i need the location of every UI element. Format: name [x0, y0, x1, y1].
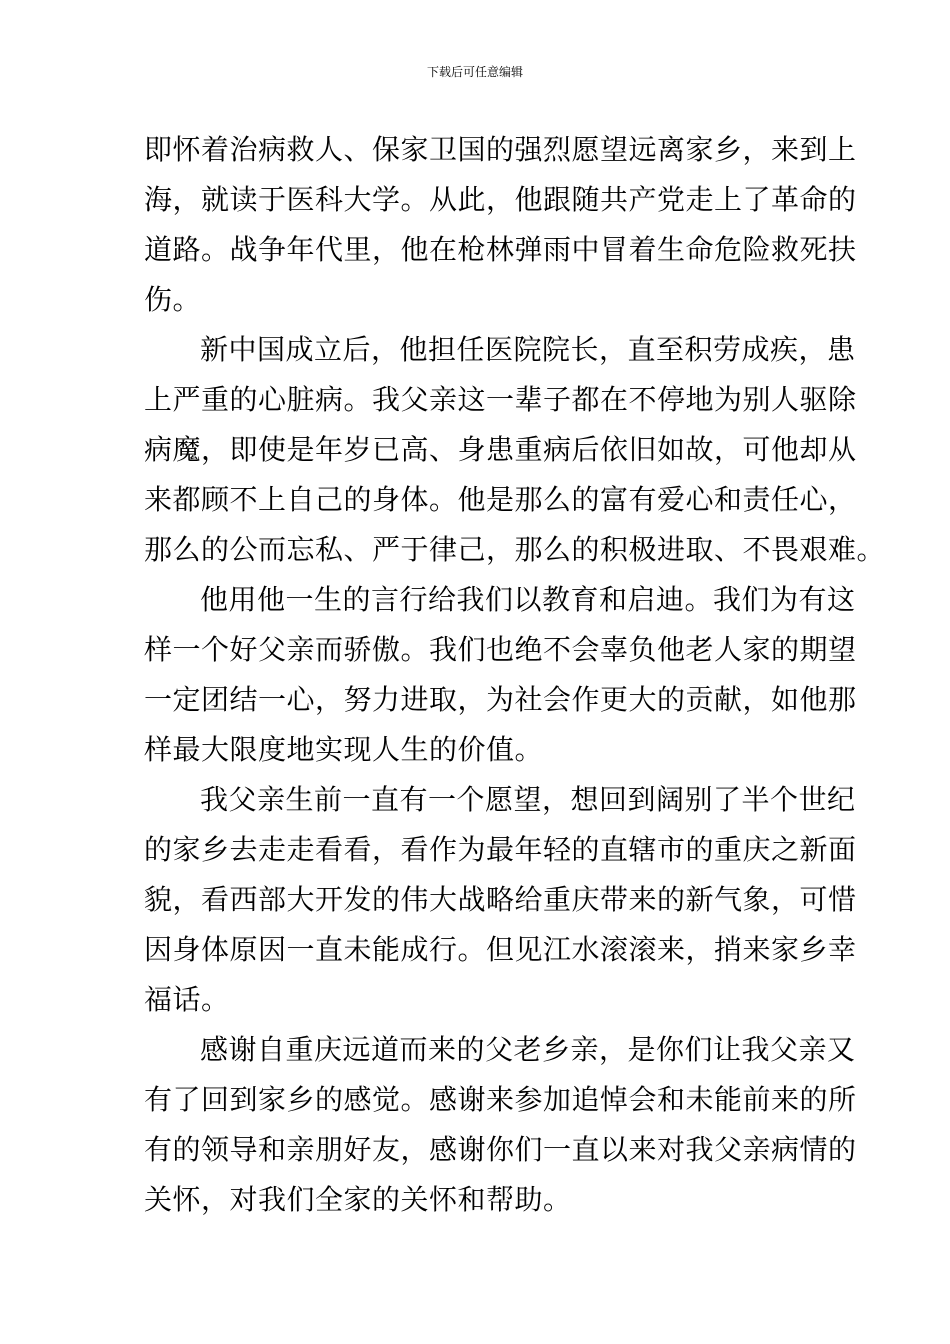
text-line: 有的领导和亲朋好友，感谢你们一直以来对我父亲病情的 [144, 1133, 857, 1166]
text-line: 样最大限度地实现人生的价值。 [144, 733, 544, 766]
text-line: 的家乡去走走看看，看作为最年轻的直辖市的重庆之新面 [144, 833, 857, 866]
text-line: 来都顾不上自己的身体。他是那么的富有爱心和责任心， [144, 483, 857, 516]
text-line: 海，就读于医科大学。从此，他跟随共产党走上了革命的 [144, 183, 857, 216]
paragraph-first-line: 他用他一生的言行给我们以教育和启迪。我们为有这 [200, 583, 856, 616]
paragraph-first-line: 新中国成立后，他担任医院院长，直至积劳成疾，患 [200, 333, 856, 366]
text-line: 貌，看西部大开发的伟大战略给重庆带来的新气象，可惜 [144, 883, 857, 916]
text-line: 因身体原因一直未能成行。但见江水滚滚来，捎来家乡幸 [144, 933, 857, 966]
document-body [144, 125, 886, 1225]
text-line: 样一个好父亲而骄傲。我们也绝不会辜负他老人家的期望 [144, 633, 857, 666]
text-line: 福话。 [144, 983, 230, 1016]
page-header: 下载后可任意编辑 [426, 65, 523, 79]
text-line: 有了回到家乡的感觉。感谢来参加追悼会和未能前来的所 [144, 1083, 857, 1116]
text-line: 病魔，即使是年岁已高、身患重病后依旧如故，可他却从 [144, 433, 857, 466]
text-line: 关怀，对我们全家的关怀和帮助。 [144, 1183, 572, 1216]
text-line: 上严重的心脏病。我父亲这一辈子都在不停地为别人驱除 [144, 383, 857, 416]
text-line: 一定团结一心，努力进取，为社会作更大的贡献，如他那 [144, 683, 857, 716]
text-line: 道路。战争年代里，他在枪林弹雨中冒着生命危险救死扶 [144, 233, 857, 266]
paragraph-first-line: 感谢自重庆远道而来的父老乡亲，是你们让我父亲又 [200, 1033, 856, 1066]
text-line: 即怀着治病救人、保家卫国的强烈愿望远离家乡，来到上 [144, 133, 857, 166]
text-line: 那么的公而忘私、严于律己，那么的积极进取、不畏艰难。 [144, 533, 886, 566]
paragraph-first-line: 我父亲生前一直有一个愿望，想回到阔别了半个世纪 [200, 783, 856, 816]
text-line: 伤。 [144, 283, 202, 316]
